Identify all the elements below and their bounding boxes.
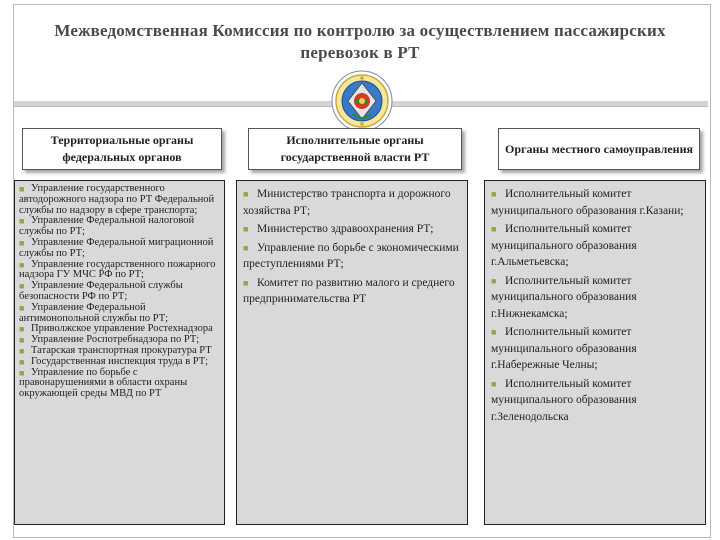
commission-emblem-icon: [331, 70, 393, 132]
list-item: [491, 324, 700, 374]
bullet-icon: ■: [491, 275, 497, 286]
bullet-icon: ■: [19, 356, 25, 367]
column-header-federal: Территориальные органы федеральных органов: [22, 128, 222, 170]
list-item-text: Управление Федеральной миграционной службы по РТ;: [19, 236, 214, 259]
bullet-icon: ■: [19, 335, 25, 346]
list-item: [19, 281, 220, 303]
list-item-text: Комитет по развитию малого и среднего предпринимательства РТ: [243, 276, 455, 305]
list-item-text: Исполнительный комитет муниципального образования г.Казани;: [491, 188, 684, 217]
bullet-icon: ■: [19, 237, 25, 248]
list-item: [19, 368, 220, 400]
list-item-text: Управление по борьбе с экономическими преступлениями РТ;: [243, 241, 459, 270]
list-item: [19, 216, 220, 238]
list-item: [243, 221, 462, 238]
bullet-icon: ■: [19, 367, 25, 378]
list-item: [491, 273, 700, 323]
federal-bodies-list: [14, 180, 225, 525]
bullet-icon: ■: [19, 259, 25, 270]
bullet-icon: ■: [243, 277, 249, 288]
bullet-icon: ■: [491, 378, 497, 389]
page-title: Межведомственная Комиссия по контролю за осуществлением пассажирских перевозок в РТ: [54, 21, 666, 62]
list-item: [19, 303, 220, 325]
list-item-text: Управление государственного автодорожного надзора по РТ Федеральной службы по надзору в сфере транспорта;: [19, 183, 215, 216]
column-header-state: Исполнительные органы государственной власти РТ: [248, 128, 462, 170]
bullet-icon: ■: [19, 324, 25, 335]
bullet-icon: ■: [243, 242, 249, 253]
list-item-text: Приволжское управление Ростехнадзора: [31, 323, 213, 335]
list-item-text: Управление Федеральной налоговой службы по РТ;: [19, 215, 195, 238]
bullet-icon: ■: [491, 224, 497, 234]
list-item-text: Исполнительный комитет муниципального образования г.Альметьевска;: [491, 223, 637, 268]
bullet-icon: ■: [243, 224, 249, 234]
list-item: [243, 275, 462, 308]
list-item-text: Управление по борьбе с правонарушениями в области охраны окружающей среды МВД по РТ: [19, 366, 188, 400]
list-item: [19, 260, 220, 282]
list-item-text: Исполнительный комитет муниципального образования г.Набережные Челны;: [491, 326, 637, 371]
list-item-text: Исполнительный комитет муниципального образования г.Зеленодольска: [491, 377, 637, 423]
bullet-icon: ■: [19, 302, 25, 313]
list-item-text: Управление Федеральной антимонопольной службы по РТ;: [19, 301, 169, 324]
state-bodies-list: [236, 180, 468, 525]
bullet-icon: ■: [19, 184, 25, 194]
list-item-text: Управление государственного пожарного надзора ГУ МЧС РФ по РТ;: [19, 258, 216, 281]
list-item-text: Исполнительный комитет муниципального образования г.Нижнекамска;: [491, 274, 637, 320]
column-header-local: Органы местного самоуправления: [498, 128, 700, 170]
list-item-text: Министерство здравоохранения РТ;: [257, 223, 434, 235]
bullet-icon: ■: [19, 216, 25, 227]
list-item: [19, 238, 220, 260]
list-item: [243, 186, 462, 219]
list-item-text: Татарская транспортная прокуратура РТ: [31, 344, 212, 356]
list-item-text: Государственная инспекция труда в РТ;: [31, 355, 209, 367]
bullet-icon: ■: [243, 189, 249, 199]
list-item: [19, 184, 220, 216]
bullet-icon: ■: [19, 345, 25, 356]
list-item: [491, 186, 700, 219]
list-item-text: Министерство транспорта и дорожного хозяйства РТ;: [243, 188, 451, 217]
list-item: [243, 240, 462, 273]
bullet-icon: ■: [19, 281, 25, 292]
bullet-icon: ■: [491, 327, 497, 337]
list-item: [19, 357, 220, 368]
list-item-text: Управление Федеральной службы безопасности РФ по РТ;: [19, 280, 183, 302]
list-item: [491, 221, 700, 271]
list-item: [491, 376, 700, 426]
list-item-text: Управление Роспотребнадзора по РТ;: [31, 334, 200, 346]
local-bodies-list: [484, 180, 706, 525]
bullet-icon: ■: [491, 189, 497, 199]
